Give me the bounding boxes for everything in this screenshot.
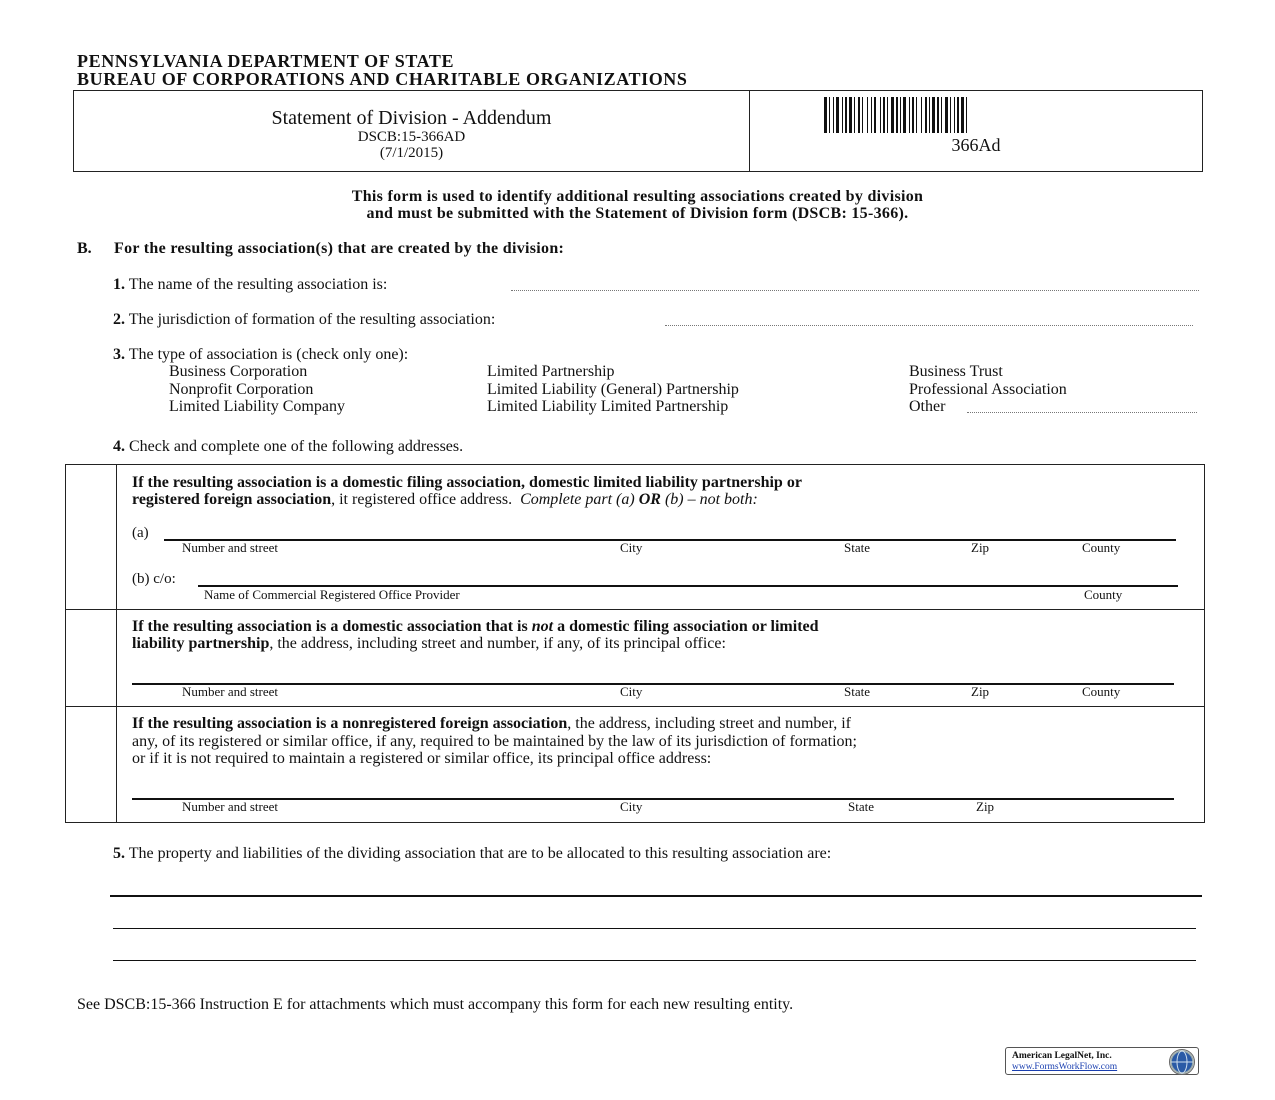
label-number-street: Number and street xyxy=(182,799,279,814)
part1-rest: , it registered office address. xyxy=(331,491,513,508)
allocation-line-2[interactable] xyxy=(113,928,1196,929)
q2 xyxy=(113,311,495,329)
label-state: State xyxy=(844,540,870,555)
part3-line-3: or if it is not required to maintain a registered or similar office, its principal office address: xyxy=(132,750,712,767)
type-professional-association[interactable]: Professional Association xyxy=(909,380,1067,398)
label-state: State xyxy=(844,684,870,699)
part2-bold-term: liability partnership xyxy=(132,635,270,652)
type-llp-general[interactable]: Limited Liability (General) Partnership xyxy=(487,380,739,398)
label-zip: Zip xyxy=(971,540,990,555)
label-number-street: Number and street xyxy=(182,684,279,699)
part3-line-2: any, of its registered or similar office, if any, required to be maintained by the law of its jurisdiction of formation; xyxy=(132,732,857,750)
label-provider-name: Name of Commercial Registered Office Provider xyxy=(204,587,460,602)
intro-line-1: This form is used to identify additional resulting associations created by division xyxy=(351,188,924,205)
form-revision: (7/1/2015) xyxy=(379,145,444,161)
part2-line-2 xyxy=(132,635,1192,652)
jurisdiction-field[interactable] xyxy=(665,325,1193,326)
part2-line-1 xyxy=(132,618,1192,635)
part-a-label: (a) xyxy=(132,525,149,541)
type-other[interactable]: Other xyxy=(909,398,946,415)
section-b-label: B. xyxy=(77,240,92,257)
part1-instruction-a: Complete part (a) xyxy=(520,491,635,508)
type-column-3 xyxy=(909,363,1067,416)
other-type-field[interactable] xyxy=(967,412,1197,413)
part1-bold-term: registered foreign association xyxy=(132,491,332,508)
logo-url[interactable]: www.FormsWorkFlow.com xyxy=(1012,1062,1118,1072)
part-b-label: (b) c/o: xyxy=(132,571,176,587)
association-name-field[interactable] xyxy=(511,290,1199,291)
option-1-checkbox[interactable] xyxy=(66,465,116,609)
q3-number: 3. xyxy=(113,346,125,363)
title-box xyxy=(73,90,1203,172)
q1-number: 1. xyxy=(113,276,125,293)
q3-text: The type of association is (check only one): xyxy=(128,346,409,363)
part2-bold-a: If the resulting association is a domestic association that is xyxy=(132,618,528,635)
type-column-2 xyxy=(487,363,739,416)
type-column-1 xyxy=(169,363,345,416)
label-zip: Zip xyxy=(976,799,995,814)
label-zip: Zip xyxy=(971,684,990,699)
q4-number: 4. xyxy=(113,438,125,455)
part3-rest: , the address, including street and number, if xyxy=(567,715,851,732)
q1 xyxy=(113,276,387,294)
form-code: DSCB:15-366AD xyxy=(357,129,466,145)
part2-not: not xyxy=(531,618,554,635)
q5-text: The property and liabilities of the dividing association that are to be allocated to this resulting association are: xyxy=(128,845,832,862)
q4-text: Check and complete one of the following addresses. xyxy=(129,438,464,455)
part1-instruction-b: (b) – not both: xyxy=(664,491,758,508)
legalnet-logo xyxy=(1005,1047,1199,1075)
q1-text: The name of the resulting association is: xyxy=(128,276,388,293)
q2-text: The jurisdiction of formation of the resulting association: xyxy=(128,311,496,328)
type-lllp[interactable]: Limited Liability Limited Partnership xyxy=(487,398,729,415)
q3 xyxy=(113,346,408,364)
q5-number: 5. xyxy=(113,845,125,862)
label-county: County xyxy=(1082,684,1121,699)
q2-number: 2. xyxy=(113,311,125,328)
logo-name: American LegalNet, Inc. xyxy=(1012,1051,1112,1061)
type-limited-partnership[interactable]: Limited Partnership xyxy=(487,363,615,380)
barcode-text: 366Ad xyxy=(951,135,1001,155)
label-city: City xyxy=(620,540,643,555)
bureau-name: BUREAU OF CORPORATIONS AND CHARITABLE ORGANIZATIONS xyxy=(77,69,688,89)
part-a-address-line[interactable] xyxy=(164,539,1176,541)
label-state: State xyxy=(848,799,874,814)
part2-rest: , the address, including street and number, if any, of its principal office: xyxy=(269,635,726,652)
q5 xyxy=(113,845,831,863)
allocation-line-1[interactable] xyxy=(110,895,1202,897)
part3-bold-term: If the resulting association is a nonregistered foreign association xyxy=(132,715,568,732)
type-nonprofit-corporation[interactable]: Nonprofit Corporation xyxy=(169,380,314,398)
option-2-checkbox[interactable] xyxy=(66,610,116,706)
part3-line-1 xyxy=(132,715,1202,733)
part1-or: OR xyxy=(638,491,661,508)
part3-address-line[interactable] xyxy=(132,798,1174,800)
allocation-line-3[interactable] xyxy=(113,960,1196,961)
part1-line-2 xyxy=(132,491,1192,508)
label-provider-county: County xyxy=(1084,587,1123,602)
globe-icon xyxy=(1169,1049,1195,1075)
part1-text xyxy=(132,474,1192,508)
form-title: Statement of Division - Addendum xyxy=(271,107,552,129)
label-city: City xyxy=(620,799,643,814)
type-business-trust[interactable]: Business Trust xyxy=(909,363,1003,380)
label-number-street: Number and street xyxy=(182,540,279,555)
address-options-box xyxy=(65,464,1205,823)
part3-text xyxy=(132,715,1202,768)
intro-line-2: and must be submitted with the Statement of Division form (DSCB: 15-366). xyxy=(366,205,909,222)
type-llc[interactable]: Limited Liability Company xyxy=(169,398,345,415)
footer-note: See DSCB:15-366 Instruction E for attachments which must accompany this form for each new resulting entity. xyxy=(77,996,794,1013)
q4 xyxy=(113,438,463,456)
option-3-checkbox[interactable] xyxy=(66,707,116,823)
part2-address-line[interactable] xyxy=(132,683,1174,685)
label-county: County xyxy=(1082,540,1121,555)
agency-name: PENNSYLVANIA DEPARTMENT OF STATE xyxy=(77,51,455,71)
section-b-heading: For the resulting association(s) that are created by the division: xyxy=(114,240,565,257)
barcode xyxy=(824,97,1129,135)
part2-bold-b: a domestic filing association or limited xyxy=(557,618,819,635)
part1-line-1: If the resulting association is a domestic filing association, domestic limited liability partnership or xyxy=(132,474,802,491)
label-city: City xyxy=(620,684,643,699)
type-business-corporation[interactable]: Business Corporation xyxy=(169,363,308,380)
part2-text xyxy=(132,618,1192,652)
